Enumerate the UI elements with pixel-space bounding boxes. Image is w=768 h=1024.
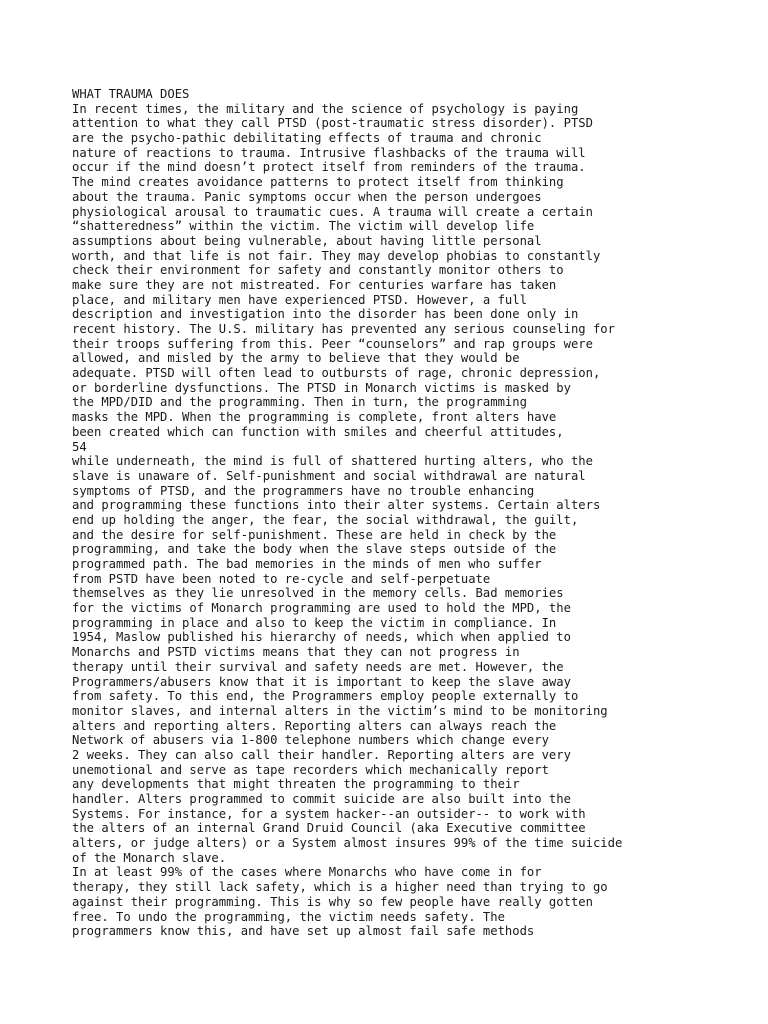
text-line: occur if the mind doesn’t protect itself from reminders of the trauma.	[72, 160, 586, 175]
text-line: Programmers/abusers know that it is important to keep the slave away	[72, 674, 571, 689]
page-number: 54	[72, 439, 87, 454]
text-line: handler. Alters programmed to commit suicide are also built into the	[72, 792, 571, 806]
text-line: for the victims of Monarch programming are used to hold the MPD, the	[72, 601, 571, 616]
text-line: and the desire for self-punishment. These are held in check by the	[72, 527, 557, 542]
text-line: programmers know this, and have set up almost fail safe methods	[72, 924, 535, 939]
text-line: Systems. For instance, for a system hacker--an outsider-- to work with	[72, 806, 586, 821]
text-line: symptoms of PTSD, and the programmers have no trouble enhancing	[72, 483, 535, 498]
text-line: Monarchs and PSTD victims means that they can not progress in	[72, 645, 520, 660]
text-line: slave is unaware of. Self-punishment and social withdrawal are natural	[72, 468, 586, 483]
text-line: “shatteredness” within the victim. The victim will develop life	[72, 219, 535, 234]
text-line: allowed, and misled by the army to believe that they would be	[72, 351, 520, 366]
text-line: against their programming. This is why so few people have really gotten	[72, 894, 593, 909]
text-line: themselves as they lie unresolved in the memory cells. Bad memories	[72, 586, 564, 601]
text-line: programmed path. The bad memories in the minds of men who suffer	[72, 557, 542, 571]
text-line: recent history. The U.S. military has prevented any serious counseling for	[72, 322, 615, 336]
text-line: end up holding the anger, the fear, the social withdrawal, the guilt,	[72, 512, 579, 527]
text-line: check their environment for safety and constantly monitor others to	[72, 263, 564, 278]
text-line: nature of reactions to trauma. Intrusive flashbacks of the trauma will	[72, 145, 586, 160]
text-line: programming, and take the body when the slave steps outside of the	[72, 542, 557, 557]
text-line: 2 weeks. They can also call their handler. Reporting alters are very	[72, 747, 571, 762]
text-line: are the psycho-pathic debilitating effects of trauma and chronic	[72, 131, 542, 146]
text-line: about the trauma. Panic symptoms occur when the person undergoes	[72, 189, 542, 204]
text-line: In recent times, the military and the science of psychology is paying	[72, 101, 579, 116]
text-line: the alters of an internal Grand Druid Council (aka Executive committee	[72, 821, 586, 836]
text-line: Network of abusers via 1-800 telephone numbers which change every	[72, 733, 549, 748]
text-line: In at least 99% of the cases where Monarchs who have come in for	[72, 865, 542, 880]
text-line: the MPD/DID and the programming. Then in turn, the programming	[72, 395, 527, 410]
text-line: assumptions about being vulnerable, about having little personal	[72, 233, 542, 248]
text-line: make sure they are not mistreated. For centuries warfare has taken	[72, 277, 557, 292]
text-line: masks the MPD. When the programming is complete, front alters have	[72, 410, 557, 425]
text-line: any developments that might threaten the programming to their	[72, 777, 520, 792]
text-line: therapy until their survival and safety needs are met. However, the	[72, 659, 564, 674]
text-line: their troops suffering from this. Peer “counselors” and rap groups were	[72, 336, 593, 351]
text-line: been created which can function with smiles and cheerful attitudes,	[72, 424, 564, 439]
text-line: description and investigation into the disorder has been done only in	[72, 307, 579, 322]
text-line: worth, and that life is not fair. They may develop phobias to constantly	[72, 248, 601, 263]
text-line: free. To undo the programming, the victim needs safety. The	[72, 909, 505, 924]
text-line: The mind creates avoidance patterns to protect itself from thinking	[72, 175, 564, 190]
text-line: of the Monarch slave.	[72, 850, 227, 865]
text-line: adequate. PTSD will often lead to outbursts of rage, chronic depression,	[72, 366, 601, 381]
text-line: place, and military men have experienced PTSD. However, a full	[72, 292, 527, 307]
document-text	[72, 87, 742, 939]
text-line: alters and reporting alters. Reporting alters can always reach the	[72, 718, 557, 733]
text-line: alters, or judge alters) or a System almost insures 99% of the time suicide	[72, 836, 623, 851]
text-line: monitor slaves, and internal alters in the victim’s mind to be monitoring	[72, 703, 608, 718]
text-line: from safety. To this end, the Programmers employ people externally to	[72, 689, 579, 704]
text-line: physiological arousal to traumatic cues. A trauma will create a certain	[72, 204, 593, 219]
section-heading: WHAT TRAUMA DOES	[72, 87, 190, 101]
text-line: attention to what they call PTSD (post-traumatic stress disorder). PTSD	[72, 116, 593, 131]
text-line: while underneath, the mind is full of shattered hurting alters, who the	[72, 454, 593, 469]
text-line: or borderline dysfunctions. The PTSD in Monarch victims is masked by	[72, 380, 571, 395]
text-line: 1954, Maslow published his hierarchy of needs, which when applied to	[72, 630, 571, 645]
text-line: and programming these functions into their alter systems. Certain alters	[72, 498, 601, 513]
text-line: unemotional and serve as tape recorders which mechanically report	[72, 762, 549, 777]
text-line: from PSTD have been noted to re-cycle and self-perpetuate	[72, 571, 491, 586]
text-line: therapy, they still lack safety, which is a higher need than trying to go	[72, 880, 608, 895]
text-line: programming in place and also to keep the victim in compliance. In	[72, 615, 557, 630]
